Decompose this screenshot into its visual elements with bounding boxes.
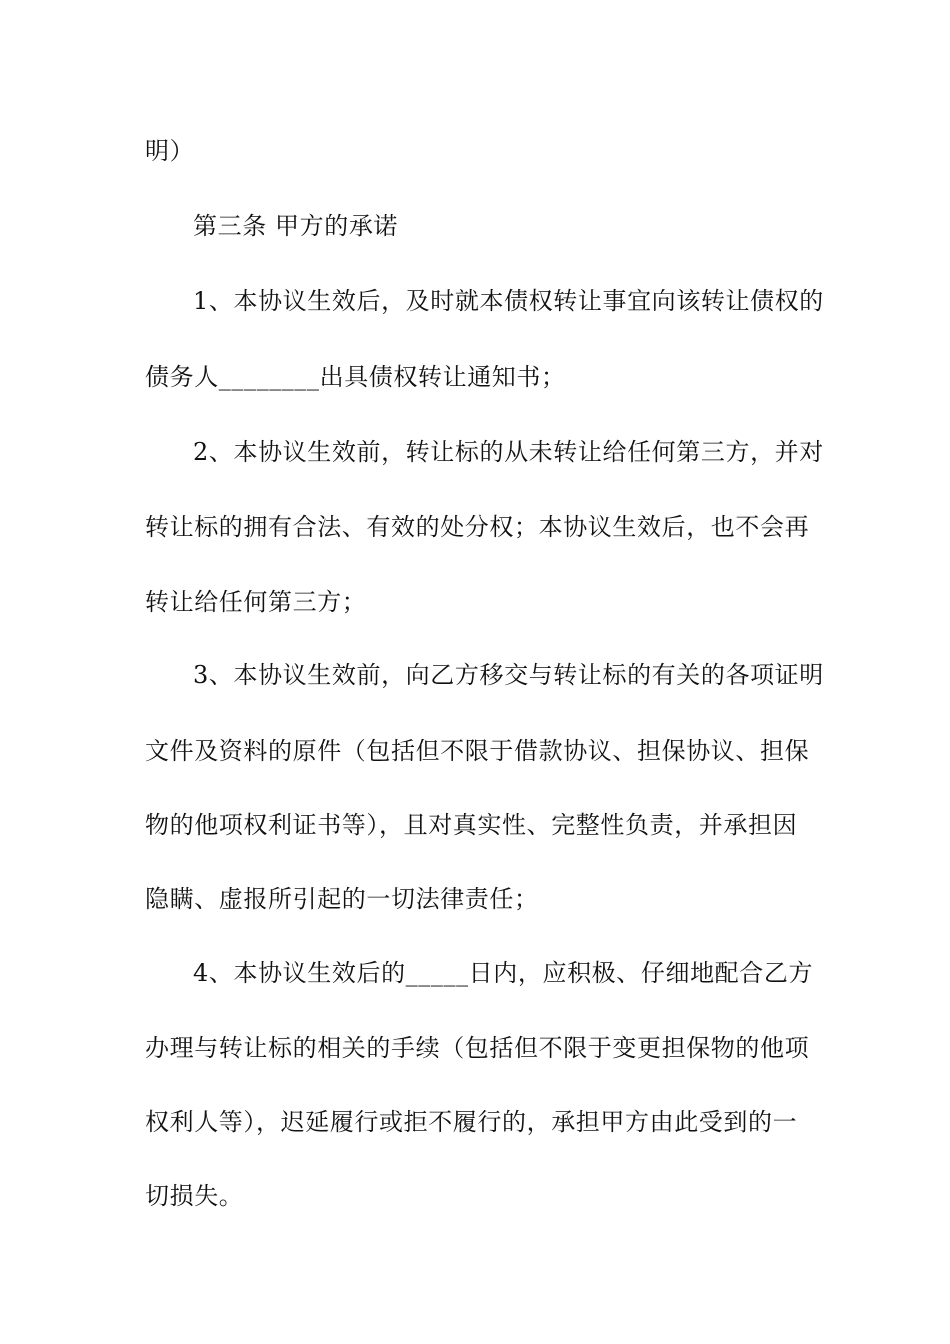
text-line-4: 债务人________出具债权转让通知书； — [145, 363, 566, 391]
text-line-11: 隐瞒、虚报所引起的一切法律责任； — [145, 885, 539, 913]
text-line-13: 办理与转让标的相关的手续（包括但不限于变更担保物的他项 — [145, 1034, 810, 1062]
text-line-10: 物的他项权利证书等），且对真实性、完整性负责，并承担因 — [145, 811, 798, 839]
text-line-9: 文件及资料的原件（包括但不限于借款协议、担保协议、担保 — [145, 737, 810, 765]
text-line-12: 4、本协议生效后的_____日内，应积极、仔细地配合乙方 — [193, 959, 814, 987]
section-heading-article-3: 第三条 甲方的承诺 — [193, 212, 399, 240]
text-line-1: 明） — [145, 137, 195, 165]
text-line-14: 权利人等），迟延履行或拒不履行的，承担甲方由此受到的一 — [145, 1108, 798, 1136]
text-line-3: 1、本协议生效后，及时就本债权转让事宜向该转让债权的 — [193, 287, 824, 315]
text-line-5: 2、本协议生效前，转让标的从未转让给任何第三方，并对 — [193, 438, 824, 466]
text-line-7: 转让给任何第三方； — [145, 588, 367, 616]
text-line-6: 转让标的拥有合法、有效的处分权；本协议生效后，也不会再 — [145, 513, 810, 541]
text-line-8: 3、本协议生效前，向乙方移交与转让标的有关的各项证明 — [193, 661, 824, 689]
text-line-15: 切损失。 — [145, 1182, 244, 1210]
